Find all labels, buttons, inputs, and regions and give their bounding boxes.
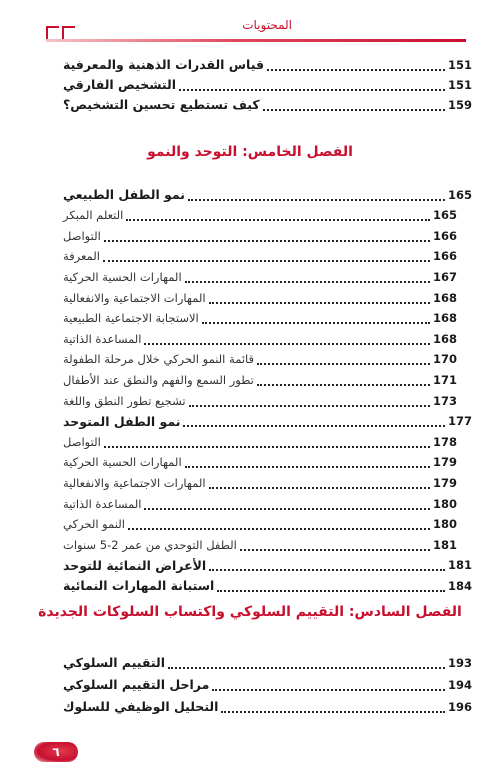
toc-entry-page: 179 (432, 475, 457, 490)
toc-entry-page: 168 (432, 331, 457, 346)
toc-entry[interactable] (60, 473, 457, 492)
chapter-heading: الفصل الخامس: التوحد والنمو (147, 144, 353, 160)
toc-entry-page: 196 (447, 699, 472, 714)
toc-entry[interactable] (60, 535, 457, 554)
toc-entry[interactable] (60, 453, 457, 472)
toc-entry-page: 179 (432, 455, 457, 470)
toc-entry[interactable] (60, 288, 457, 307)
toc-entry-label: المساعدة الذاتية (63, 331, 142, 346)
toc-entry-page: 180 (432, 496, 457, 511)
dot-leader (144, 333, 430, 345)
toc-entry-page: 167 (432, 269, 457, 284)
toc-entry-label: تطور السمع والفهم والنطق عند الأطفال (63, 372, 254, 387)
toc-entry[interactable] (60, 350, 457, 369)
toc-entry[interactable] (60, 309, 457, 328)
toc-entry-page: 171 (432, 372, 457, 387)
dot-leader (104, 230, 430, 242)
dot-leader (221, 701, 445, 713)
toc-entry[interactable] (60, 494, 457, 513)
toc-entry-page: 177 (447, 414, 472, 429)
toc-entry[interactable] (60, 515, 457, 534)
toc-entry-label: الطفل التوحدي من عمر 2-5 سنوات (63, 537, 237, 552)
toc-entry-page: 193 (447, 655, 472, 670)
toc-entry[interactable] (60, 329, 457, 348)
toc-entry-label: الأعراض النمائية للتوحد (63, 557, 207, 573)
dot-leader (189, 395, 430, 407)
toc-entry[interactable] (60, 247, 457, 266)
dot-leader (257, 353, 430, 365)
toc-entry[interactable] (60, 267, 457, 286)
toc-entry-page: 184 (447, 578, 472, 593)
toc-entry-label: نمو الطفل الطبيعي (63, 187, 185, 202)
toc-entry-label: نمو الطفل المتوحد (63, 413, 181, 429)
toc-entry-page: 181 (432, 537, 457, 552)
dot-leader (179, 79, 445, 91)
toc-entry[interactable] (60, 206, 457, 225)
dot-leader (188, 189, 445, 201)
toc-entry-label: قياس القدرات الذهنية والمعرفية (63, 57, 265, 72)
dot-leader (209, 559, 445, 571)
dot-leader (168, 657, 445, 669)
toc-entry-page: 159 (447, 97, 472, 112)
dot-leader (212, 679, 445, 691)
toc-entry-label: التحليل الوظيفي للسلوك (63, 699, 219, 714)
toc-entry-label: استبانة المهارات النمائية (63, 578, 215, 594)
toc-entry[interactable] (60, 75, 472, 94)
toc-entry-page: 173 (432, 393, 457, 408)
dot-leader (103, 250, 430, 262)
toc-entry-page: 181 (447, 558, 472, 573)
toc-entry-label: المهارات الحسية الحركية (63, 269, 182, 284)
page-number-badge: ٦ (34, 742, 78, 762)
toc-entry[interactable] (60, 226, 457, 245)
toc-entry-page: 166 (432, 249, 457, 264)
toc-entry-page: 165 (432, 208, 457, 223)
toc-entry-label: الاستجابة الاجتماعية الطبيعية (63, 311, 199, 326)
dot-leader (209, 292, 430, 304)
toc-entry-label: التشخيص الفارقي (63, 77, 177, 92)
toc-entry-page: 178 (432, 434, 457, 449)
toc-entry-page: 168 (432, 290, 457, 305)
toc-entry-label: التواصل (63, 228, 101, 243)
toc-entry[interactable] (60, 391, 457, 410)
toc-entry-label: التقييم السلوكي (63, 655, 165, 670)
toc-entry[interactable] (60, 185, 472, 204)
dot-leader (267, 59, 445, 71)
toc-entry-label: التعلم المبكر (63, 208, 124, 223)
dot-leader (128, 518, 430, 530)
dot-leader (257, 374, 430, 386)
toc-entry-label: المعرفة (63, 249, 100, 264)
toc-entry-label: مراحل التقييم السلوكي (63, 677, 210, 692)
dot-leader (104, 436, 430, 448)
toc-entry[interactable] (60, 95, 472, 114)
toc-entry[interactable] (60, 55, 472, 74)
dot-leader (185, 271, 430, 283)
toc-entry-label: النمو الحركي (63, 517, 125, 532)
toc-entry-page: 151 (447, 77, 472, 92)
dot-leader (202, 312, 430, 324)
toc-entry-label: المهارات الاجتماعية والانفعالية (63, 290, 206, 305)
toc-entry[interactable] (60, 653, 472, 672)
toc-entry-page: 166 (432, 228, 457, 243)
toc-entry-page: 151 (447, 57, 472, 72)
toc-entry-page: 170 (432, 352, 457, 367)
header-title: المحتويات (242, 18, 292, 32)
toc-entry-label: تشجيع تطور النطق واللغة (63, 393, 186, 408)
toc-entry[interactable] (60, 576, 472, 595)
toc-entry[interactable] (60, 556, 472, 575)
toc-entry-label: كيف تستطيع تحسين التشخيص؟ (63, 97, 260, 112)
dot-leader (240, 539, 430, 551)
toc-entry[interactable] (60, 412, 472, 431)
dot-leader (183, 415, 445, 427)
toc-entry[interactable] (60, 675, 472, 694)
toc-entry-label: التواصل (63, 434, 101, 449)
toc-entry-page: 194 (447, 677, 472, 692)
chapter-heading: الفصل السادس: التقييم السلوكي واكتساب السلوكات الجديدة (38, 604, 462, 620)
page-header (0, 0, 500, 50)
toc-entry-label: قائمة النمو الحركي خلال مرحلة الطفولة (63, 352, 255, 367)
toc-entry[interactable] (60, 370, 457, 389)
toc-entry-label: المهارات الاجتماعية والانفعالية (63, 475, 206, 490)
header-rule (46, 39, 466, 42)
dot-leader (209, 477, 430, 489)
toc-entry-page: 168 (432, 311, 457, 326)
dot-leader (263, 99, 445, 111)
dot-leader (126, 209, 430, 221)
toc-entry-label: المساعدة الذاتية (63, 496, 142, 511)
toc-entry[interactable] (60, 697, 472, 716)
toc-entry-page: 180 (432, 517, 457, 532)
toc-entry[interactable] (60, 432, 457, 451)
dot-leader (185, 456, 430, 468)
toc-entry-page: 165 (447, 187, 472, 202)
dot-leader (217, 580, 445, 592)
toc-entry-label: المهارات الحسية الحركية (63, 455, 182, 470)
dot-leader (144, 498, 430, 510)
